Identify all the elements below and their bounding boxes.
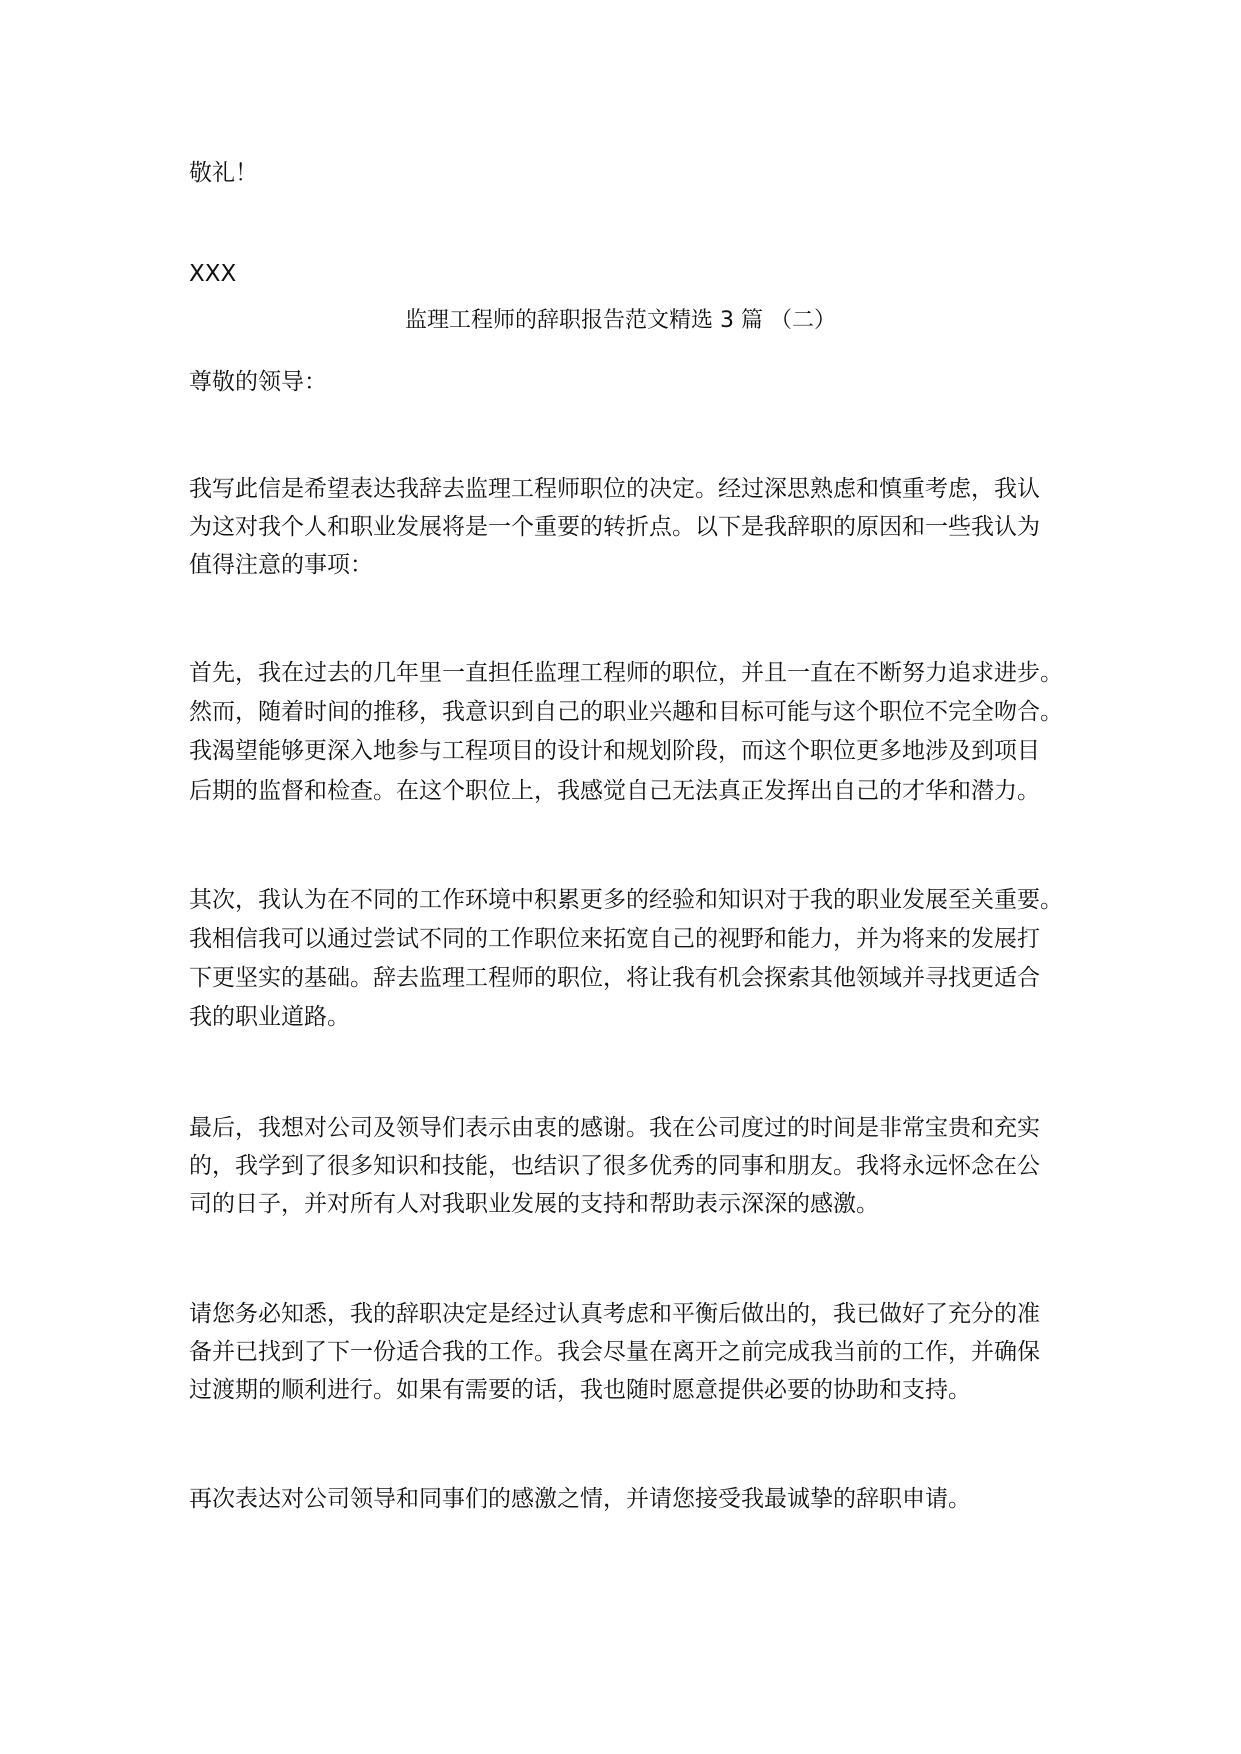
paragraph-line: 我相信我可以通过尝试不同的工作职位来拓宽自己的视野和能力，并为将来的发展打 — [189, 926, 1040, 952]
paragraph-line: 首先，我在过去的几年里一直担任监理工程师的职位，并且一直在不断努力追求进步。 — [189, 660, 1063, 686]
closing-text: 敬礼！ — [189, 160, 258, 186]
paragraph-line: 我写此信是希望表达我辞去监理工程师职位的决定。经过深思熟虑和慎重考虑，我认 — [189, 476, 1040, 502]
signature-text: XXX — [189, 261, 237, 287]
paragraph-line: 后期的监督和检查。在这个职位上，我感觉自己无法真正发挥出自己的才华和潜力。 — [189, 778, 1040, 804]
document-title: 监理工程师的辞职报告范文精选 3 篇 （二） — [405, 308, 836, 333]
paragraph-line: 再次表达对公司领导和同事们的感激之情，并请您接受我最诚挚的辞职申请。 — [189, 1486, 971, 1512]
paragraph-line: 然而，随着时间的推移，我意识到自己的职业兴趣和目标可能与这个职位不完全吻合。 — [189, 699, 1063, 725]
paragraph-line: 下更坚实的基础。辞去监理工程师的职位，将让我有机会探索其他领域并寻找更适合 — [189, 965, 1040, 991]
paragraph-line: 值得注意的事项： — [189, 552, 373, 578]
salutation-text: 尊敬的领导： — [189, 369, 327, 395]
paragraph-line: 司的日子，并对所有人对我职业发展的支持和帮助表示深深的感激。 — [189, 1191, 879, 1217]
paragraph-line: 的，我学到了很多知识和技能，也结识了很多优秀的同事和朋友。我将永远怀念在公 — [189, 1153, 1040, 1179]
paragraph-line: 其次，我认为在不同的工作环境中积累更多的经验和知识对于我的职业发展至关重要。 — [189, 887, 1063, 913]
paragraph-line: 我的职业道路。 — [189, 1004, 350, 1030]
paragraph-line: 为这对我个人和职业发展将是一个重要的转折点。以下是我辞职的原因和一些我认为 — [189, 514, 1040, 540]
paragraph-line: 我渴望能够更深入地参与工程项目的设计和规划阶段，而这个职位更多地涉及到项目 — [189, 738, 1040, 764]
paragraph-line: 备并已找到了下一份适合我的工作。我会尽量在离开之前完成我当前的工作，并确保 — [189, 1339, 1040, 1365]
paragraph-line: 请您务必知悉，我的辞职决定是经过认真考虑和平衡后做出的，我已做好了充分的准 — [189, 1301, 1040, 1327]
paragraph-line: 过渡期的顺利进行。如果有需要的话，我也随时愿意提供必要的协助和支持。 — [189, 1377, 971, 1403]
paragraph-line: 最后，我想对公司及领导们表示由衷的感谢。我在公司度过的时间是非常宝贵和充实 — [189, 1115, 1040, 1141]
